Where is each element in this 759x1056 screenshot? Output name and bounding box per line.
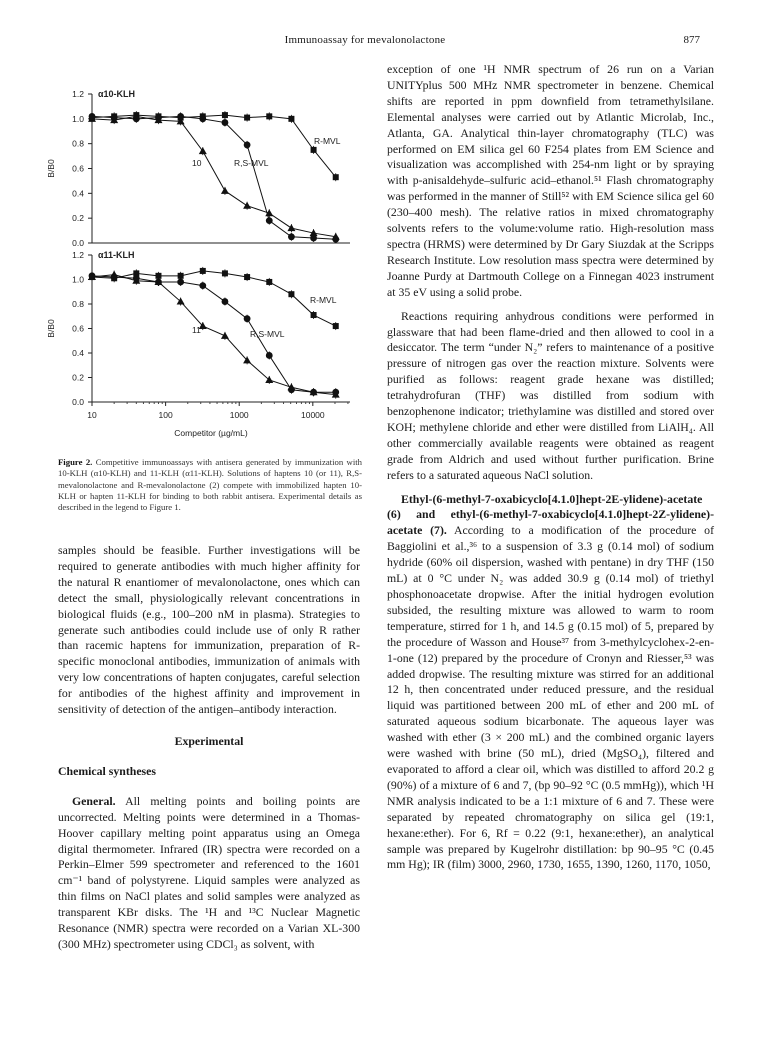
y-tick-label: 1.2 [72,89,84,99]
series-line-circle [92,276,336,392]
chart-panel-a10-klh [46,89,350,248]
data-point-square [133,112,139,118]
y-tick-label: 0.6 [72,323,84,334]
series-line-triangle [92,275,336,395]
data-point-square [333,174,339,180]
data-point-square [311,312,317,318]
figure-caption-label: Figure 2. [58,457,93,467]
series-label: R,S-MVL [234,158,269,168]
data-point-triangle [287,224,295,231]
y-tick-label: 1.0 [72,274,84,285]
data-point-square [244,274,250,280]
left-column [58,543,360,953]
y-tick-label: 0.6 [72,163,84,174]
data-point-square [111,275,117,281]
section-heading-experimental: Experimental [174,733,244,748]
series-line-square [92,115,336,177]
series-label: R,S-MVL [250,329,285,339]
data-point-triangle [243,202,251,209]
data-point-square [266,279,272,285]
y-tick-label: 0.4 [72,348,84,358]
y-axis-label: B/B0 [46,319,56,338]
right-column [387,62,714,873]
series-label: R-MVL [314,136,341,146]
data-point-square [200,113,206,119]
compound-procedure-text: According to a modification of the procedure of Baggiolini et al.,³⁶ to a suspension of 3.3 g (0.14 mol) of sodium hydride (60% oil dispersion, washed with pentane) in dry THF (150 mL) at 0 °C under N₂ was added 30.9 g (0.14 mol) of triethyl phosphonoacetate dropwise. After the initial hydrogen evolution subsided, the resulting mixture was allowed to warm to room temperature, stirred for 1 h, and 14.5 g (0.15 mol) of 5, prepared by the procedure of Wasson and House³⁷ from 3-methylcyclohex-2-en-1-one (12) prepared by the procedure of Cronyn and Riesser,⁵³ was added dropwise. The resulting mixture was stirred for an additional 12 h, then concentrated under reduced pressure, and the residual liquid was partitioned between 200 mL of ether and 200 mL of saturated aqueous sodium bicarbonate. The aqueous layer was washed with ether (3 × 200 mL) and the combined organic layers were washed with brine (50 mL), dried (MgSO₄), filtered and evaporated to afford a clear oil, which was distilled to afford 20.2 g (90%) of a mixture of 6 and 7, (bp 90–92 °C (0.5 mmHg)), which ¹H NMR analysis indicated to be a 1:1 mixture of 6 and 7. These were separated by repeated chromatography on silica gel (19:1, hexane:ether). For 6, Rf = 0.22 (9:1, hexane:ether), an analytical sample was prepared by Kugelrohr distillation: bp 90–95 °C (0.45 mm Hg); IR (film) 3000, 2960, 1730, 1655, 1390, 1260, 1170, 1050, [387,523,715,872]
data-point-square [222,112,228,118]
data-point-square [111,113,117,119]
x-axis-label: Competitor (µg/mL) [174,428,248,438]
y-tick-label: 0.0 [72,238,84,248]
data-point-square [155,273,161,279]
data-point-circle [332,389,339,396]
x-tick-label: 1000 [229,410,249,420]
data-point-square [89,274,95,280]
y-tick-label: 0.8 [72,299,84,309]
data-point-circle [310,389,317,396]
y-tick-label: 0.2 [72,213,84,224]
data-point-square [288,291,294,297]
y-tick-label: 1.2 [72,250,84,260]
compound-heading: Ethyl-(6-methyl-7-oxabicyclo[4.1.0]hept-2E-ylidene)-acetate (6) and ethyl-(6-methyl-7-oxabicyclo[4.1.0]hept-2Z-ylidene)-acetate (7). [387,491,714,538]
data-point-circle [222,119,229,126]
subsection-heading-chemical-syntheses: Chemical syntheses [58,763,156,778]
data-point-square [266,113,272,119]
data-point-square [311,147,317,153]
y-tick-label: 0.0 [72,397,84,407]
data-point-circle [288,233,295,240]
data-point-triangle [221,187,229,194]
y-tick-label: 0.8 [72,138,84,149]
data-point-square [244,115,250,121]
data-point-square [200,268,206,274]
data-point-circle [199,282,206,289]
data-point-square [89,115,95,121]
panel-title: α11-KLH [98,250,135,260]
x-tick-label: 100 [158,410,173,420]
general-paragraph [58,794,360,953]
data-point-circle [266,217,273,224]
series-label: 10 [192,158,202,168]
data-point-square [178,115,184,121]
y-axis-label: B/B0 [46,159,56,178]
data-point-circle [310,235,317,242]
data-point-square [178,273,184,279]
data-point-circle [244,142,251,149]
page-number: 877 [683,34,700,46]
data-point-circle [332,236,339,243]
y-tick-label: 0.2 [72,372,84,383]
data-point-square [155,113,161,119]
data-point-square [133,270,139,276]
series-line-triangle [92,116,336,236]
general-text: All melting points and boiling points are uncorrected. Melting points were determined in a Thomas-Hoover capillary melting point apparatus using an Omega digital thermometer. Infrared (IR) spectra were recorded on a Perkin–Elmer 599 spectrometer and referenced to the 1601 cm⁻¹ band of polystyrene. Liquid samples were analyzed as thin films on NaCl plates and solid samples were analyzed as transparent KBr disks. The ¹H and ¹³C Nuclear Magnetic Resonance (NMR) spectra were recorded on a Varian XL-300 (300 MHz) spectrometer using CDCl₃ as solvent, with [58,793,360,951]
panel-title: α10-KLH [98,89,136,99]
series-line-circle [92,116,336,239]
right-paragraph-3 [387,492,714,874]
chart-panel-a11-klh [46,250,350,438]
data-point-circle [288,386,295,393]
right-paragraph-1: exception of one ¹H NMR spectrum of 26 run on a Varian UNITYplus 500 MHz NMR spectrometer in benzene. Chemical shifts are reported in ppm downfield from tetramethylsilane. Elemental analyses were carried out by Atlantic Microlab, Inc., Atlanta, GA. Analytical thin-layer chromatography (TLC) was performed on EM silica gel 60 F254 plates from EM Science and visualization was accomplished with 254-nm light or by spraying with p-anisaldehyde–sulfuric acid–ethanol.⁵¹ Flash chromatography was performed in the manner of Still⁵² with EM Science silica gel 60 (230–400 mesh). The relative ratios in mixed chromatography solvents refers to the volume:volume ratio. High-resolution mass spectra (HRMS) were determined by Dr Gary Siuzdak at the Scripps Research Institute. Low resolution mass spectra were determined by Joanne Purdy at Dartmouth College on a Finnegan 4023 instrument at 35 eV using a solid probe. [387,62,714,299]
figure-caption-text: Competitive immunoassays with antisera generated by immunization with 10-KLH (α10-KLH) and 11-KLH (α11-KLH). Solutions of haptens 10 (or 11), R,S-mevalonolactone and R-mevalonolactone (2) compete with immobilized hapten 10-KLH or hapten 11-KLH for binding to both rabbit antisera. Experimental details as described in the legend to Figure 1. [58,457,363,513]
running-title: Immunoassay for mevalonolactone [284,34,446,46]
general-lead: General. [72,793,116,808]
series-line-square [92,271,336,326]
data-point-square [288,116,294,122]
x-tick-label: 10000 [300,410,325,420]
y-tick-label: 0.4 [72,188,84,199]
data-point-circle [244,315,251,322]
series-label: 11 [192,325,201,335]
data-point-square [333,323,339,329]
data-point-circle [222,298,229,305]
series-label: R-MVL [310,295,337,305]
data-point-circle [266,352,273,359]
figure-caption [58,457,362,513]
x-tick-label: 10 [87,410,97,420]
right-paragraph-2: Reactions requiring anhydrous conditions were performed in glassware that had been flame-dried and then allowed to cool in a desiccator. The term “under N₂” refers to maintenance of a positive pressure of nitrogen gas over the reaction mixture. Solvents were purified as follows: reagent grade hexane was distilled; tetrahydrofuran (THF) was distilled from sodium with benzophenone indicator; triethylamine was distilled and stored over KOH; methylene chloride and ether were distilled from LiAlH₄. All other commercially available reagents were obtained as reagent grade from Aldrich and used without further purification. Brine refers to a saturated aqueous NaCl solution. [387,308,714,482]
data-point-triangle [221,332,229,339]
data-point-square [222,270,228,276]
left-paragraph-1: samples should be feasible. Further investigations will be required to generate antibodies with much higher affinity for the natural R enantiomer of mevalonolactone, ones which can detect the small, physiologically relevant concentrations in biological fluids (e.g., 100–200 nM in plasma). Strategies to generate such antibodies could include use of only R rather than racemic haptens for immunization, preparation of R-specific monoclonal antibodies, immunization of animals with very low concentrations of hapten conjugates, careful selection for antibodies of the highest affinity and improvement in sensitivity of detection of the antigen–antibody interaction. [58,543,360,717]
y-tick-label: 1.0 [72,113,84,124]
